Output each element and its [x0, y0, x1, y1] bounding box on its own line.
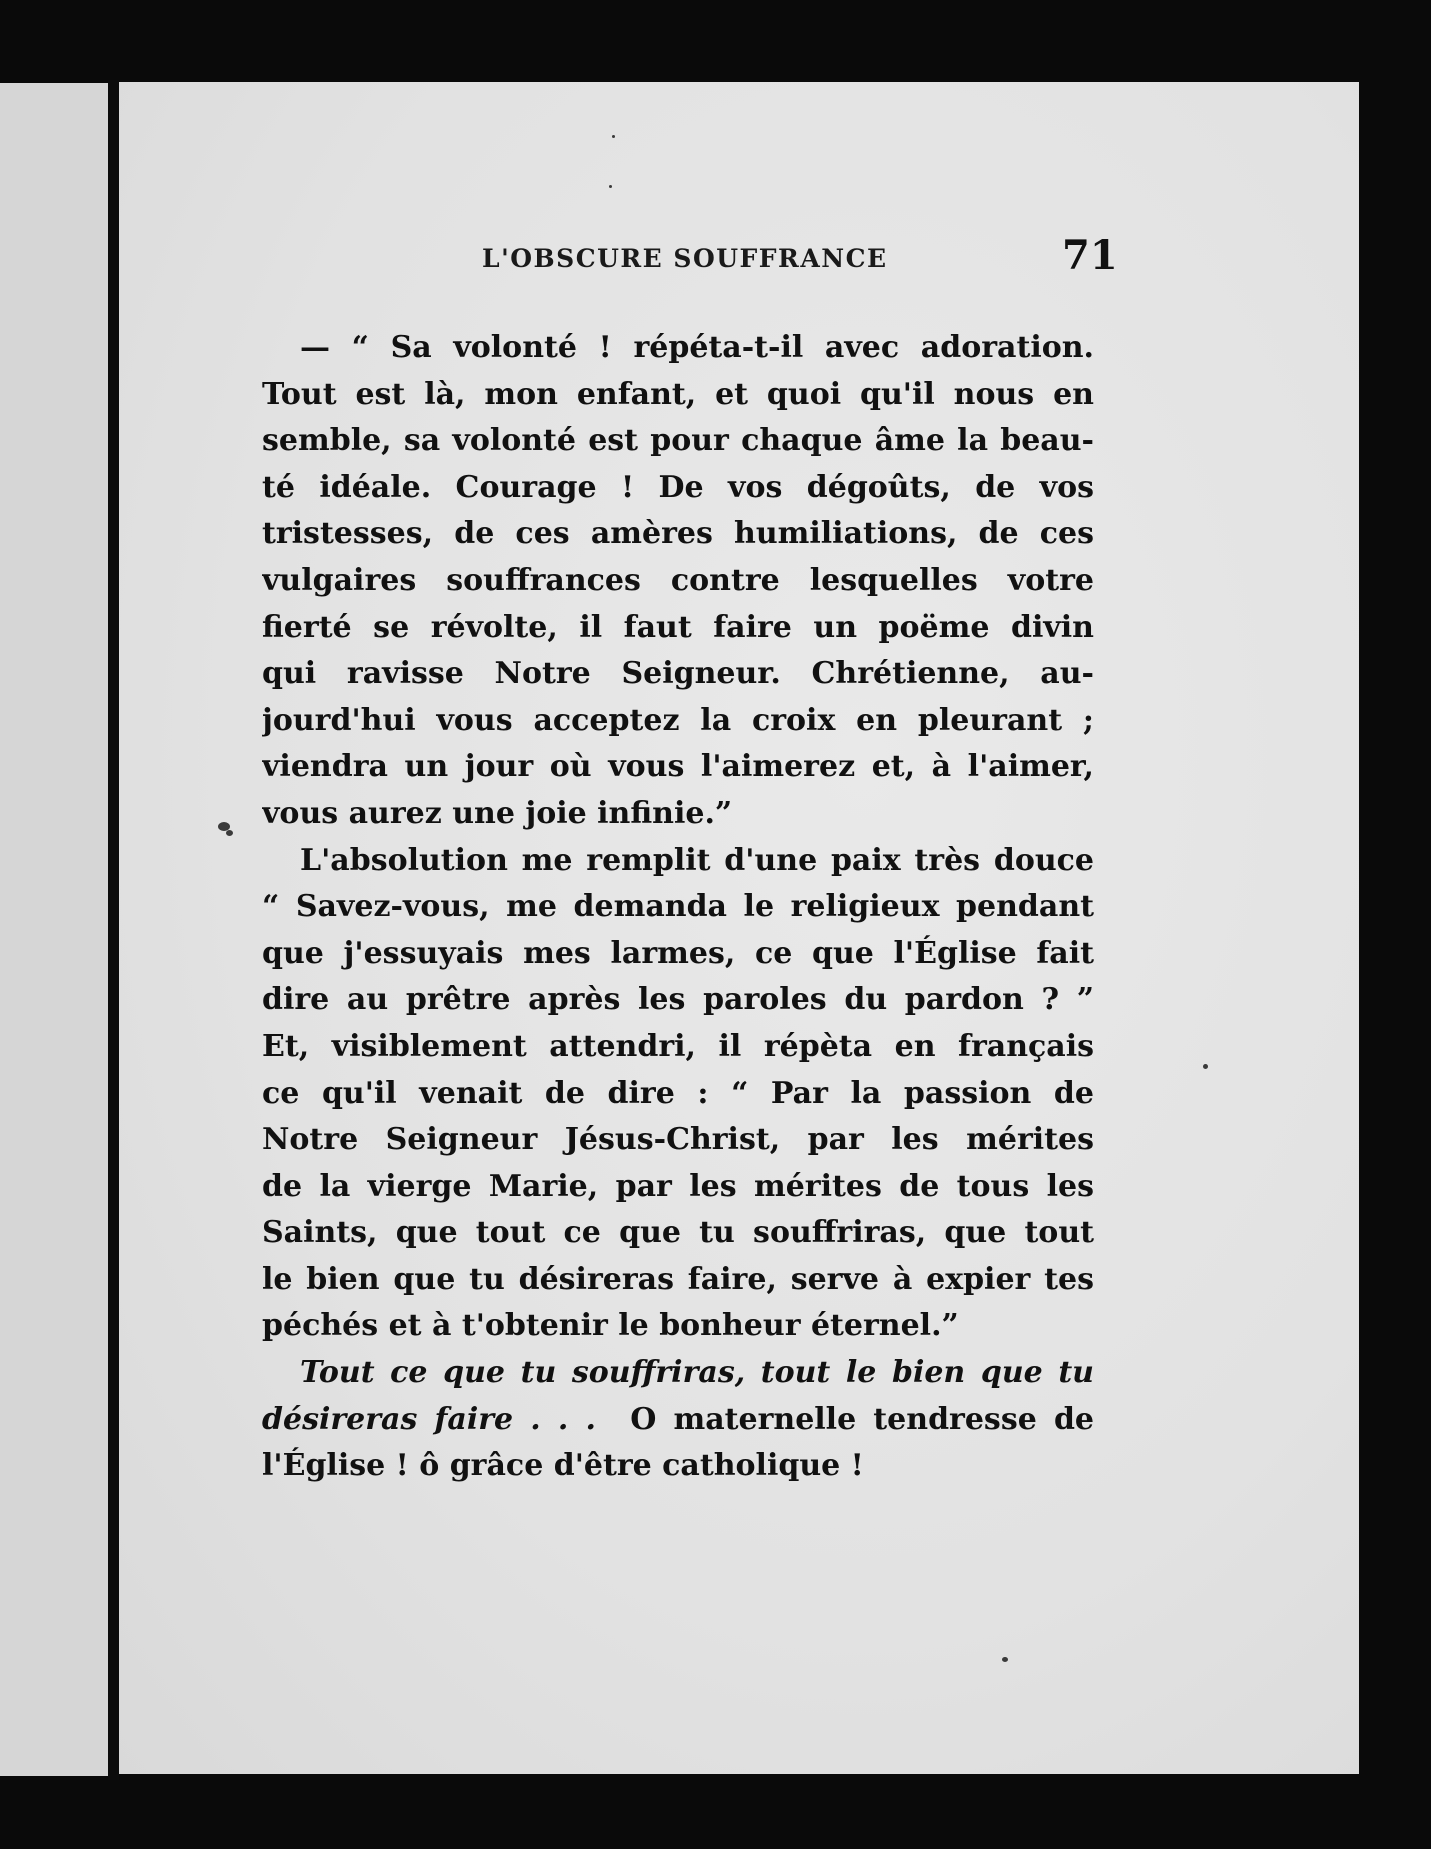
text-line: Notre Seigneur Jésus-Christ, par les mérites: [262, 1122, 1094, 1158]
body-text: [262, 325, 1094, 1490]
page-number: 71: [1062, 232, 1118, 279]
roman-phrase: O maternelle tendresse de: [630, 1401, 1094, 1437]
text-line: vous aurez une joie infinie.”: [262, 795, 733, 831]
ink-speck: [1203, 1064, 1208, 1069]
text-line: Saints, que tout ce que tu souffriras, que tout: [262, 1215, 1094, 1251]
ink-speck: [609, 185, 612, 188]
text-line: jourd'hui vous acceptez la croix en pleurant ;: [262, 702, 1094, 738]
text-line: ce qu'il venait de dire : “ Par la passion de: [262, 1075, 1094, 1111]
italic-phrase: désireras faire . . .: [262, 1401, 596, 1437]
ink-speck: [226, 830, 233, 836]
text-line: vulgaires souffrances contre lesquelles votre: [262, 562, 1094, 598]
ink-speck: [612, 135, 615, 138]
text-line: viendra un jour où vous l'aimerez et, à l'aimer,: [262, 749, 1094, 785]
text-line: Tout est là, mon enfant, et quoi qu'il nous en: [262, 376, 1094, 412]
text-line: tristesses, de ces amères humiliations, de ces: [262, 516, 1094, 552]
book-gutter: [108, 80, 119, 1780]
text-line: Et, visiblement attendri, il répèta en français: [262, 1028, 1094, 1064]
text-line: qui ravisse Notre Seigneur. Chrétienne, au-: [262, 656, 1094, 692]
text-line: dire au prêtre après les paroles du pardon ? ”: [262, 982, 1094, 1018]
text-line: semble, sa volonté est pour chaque âme la beau-: [262, 423, 1094, 459]
text-line-italic: Tout ce que tu souffriras, tout le bien que tu: [300, 1355, 1094, 1391]
text-line: le bien que tu désireras faire, serve à expier tes: [262, 1261, 1094, 1297]
text-line: fierté se révolte, il faut faire un poëme divin: [262, 609, 1094, 645]
text-line: — “ Sa volonté ! répéta-t-il avec adoration.: [300, 330, 1094, 365]
text-line: té idéale. Courage ! De vos dégoûts, de vos: [262, 469, 1094, 505]
running-head: L'OBSCURE SOUFFRANCE: [482, 244, 888, 273]
text-line: L'absolution me remplit d'une paix très douce: [300, 842, 1094, 878]
facing-page-edge: [0, 83, 108, 1776]
text-line: péchés et à t'obtenir le bonheur éternel.”: [262, 1308, 959, 1344]
ink-speck: [1002, 1657, 1008, 1662]
text-line: “ Savez-vous, me demanda le religieux pendant: [262, 889, 1094, 925]
text-line: que j'essuyais mes larmes, ce que l'Église fait: [262, 935, 1094, 971]
text-line: l'Église ! ô grâce d'être catholique !: [262, 1448, 864, 1484]
text-line: de la vierge Marie, par les mérites de tous les: [262, 1168, 1094, 1204]
text-line-mixed: [262, 1397, 1094, 1444]
